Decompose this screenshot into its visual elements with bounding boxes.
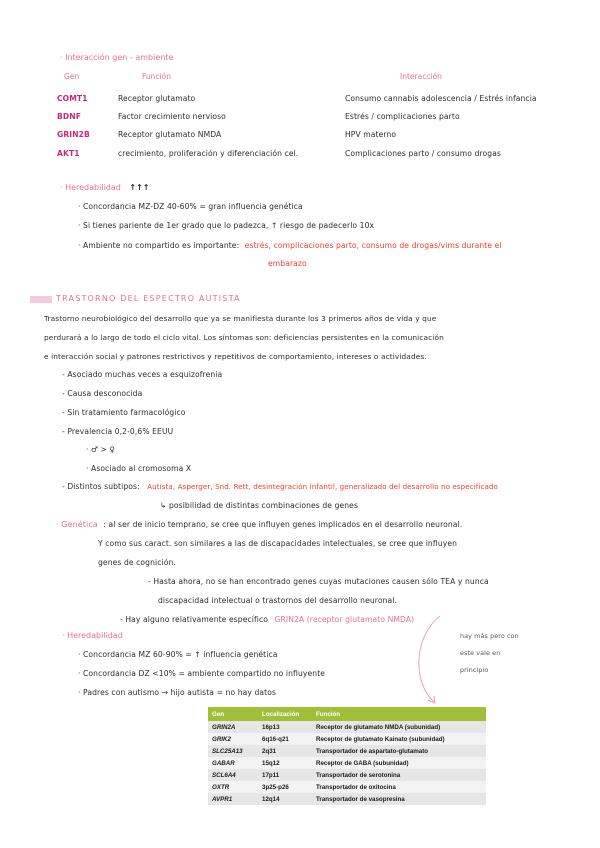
section-title-interaccion: · Interacción gen - ambiente	[60, 53, 174, 62]
subtipos-label: - Distintos subtipos:	[62, 482, 140, 491]
tea-bullet: - Prevalencia 0,2-0,6% EEUU	[62, 427, 174, 436]
tea-bullet: - Causa desconocida	[62, 389, 143, 398]
hay-line	[120, 615, 414, 624]
locus-cell: 2q31	[258, 745, 312, 757]
subtipos-list: Autista, Asperger, Snd. Rett, desintegración infantil, generalizado del desarrollo no especificado	[147, 482, 498, 491]
hasta-text: - Hasta ahora, no se han encontrado genes cuyas mutaciones causen sólo TEA y nunca	[148, 577, 489, 586]
tea-intro-line: Trastorno neurobiológico del desarrollo que ya se manifiesta durante los 3 primeros años de vida y que	[44, 314, 437, 323]
funcion-cell: Receptor glutamato	[118, 94, 196, 103]
subtipos-line	[62, 482, 498, 491]
genetica-text: Y como sus caract. son similares a las de discapacidades intelectuales, se cree que influyen	[98, 539, 458, 548]
function-cell: Transportador de vasopresina	[312, 793, 486, 805]
table-header-row	[208, 707, 486, 721]
tea-intro-line: e interacción social y patrones restrictivos y repetitivos de comportamiento, intereses o actividades.	[44, 352, 427, 361]
col-header-funcion: Función	[142, 72, 171, 81]
margin-note: hay más pero con	[460, 632, 519, 640]
genetica-text: genes de cognición.	[98, 558, 176, 567]
funcion-cell: crecimiento, proliferación y diferenciación cel.	[118, 149, 299, 158]
function-cell: Transportador de oxitocina	[312, 781, 486, 793]
subtipos-consequence: ↳ posibilidad de distintas combinaciones de genes	[160, 501, 358, 510]
table-row	[208, 793, 486, 805]
locus-cell: 6q16-q21	[258, 733, 312, 745]
locus-cell: 17p11	[258, 769, 312, 781]
hasta-text: discapacidad intelectual o trastornos del desarrollo neuronal.	[158, 596, 397, 605]
gen-cell: COMT1	[57, 94, 88, 103]
tea-bullet: - Sin tratamiento farmacológico	[62, 408, 186, 417]
interaccion-cell: Complicaciones parto / consumo drogas	[345, 149, 502, 158]
curved-arrow-icon	[410, 612, 454, 708]
col-header-interaccion: Interacción	[400, 72, 442, 81]
funcion-cell: Factor crecimiento nervioso	[118, 112, 226, 121]
margin-note: principio	[460, 666, 489, 674]
gene-name-cell: GRIN2A	[208, 721, 258, 733]
heredabilidad-line: · Si tienes pariente de 1er grado que lo padezca, ↑ riesgo de padecerlo 10x	[78, 221, 375, 230]
gene-table	[208, 707, 486, 805]
gen-cell: BDNF	[57, 112, 82, 121]
table-header-funcion: Función	[312, 707, 486, 721]
heredabilidad-label: · Heredabilidad	[60, 183, 121, 192]
gen-cell: AKT1	[57, 149, 80, 158]
table-row	[208, 757, 486, 769]
interaccion-cell: Consumo cannabis adolescencia / Estrés infancia	[345, 94, 537, 103]
ambiente-red-text-cont: embarazo	[268, 259, 307, 268]
function-cell: Transportador de serotonina	[312, 769, 486, 781]
gene-name-cell: AVPR1	[208, 793, 258, 805]
table-row	[208, 769, 486, 781]
tea-subbullet: · ♂ > ♀	[86, 445, 116, 454]
funcion-cell: Receptor glutamato NMDA	[118, 130, 222, 139]
ambiente-text: · Ambiente no compartido es importante:	[78, 241, 240, 250]
locus-cell: 12q14	[258, 793, 312, 805]
heredabilidad-title	[60, 183, 150, 192]
tea-intro-line: perdurará a lo largo de todo el ciclo vital. Los síntomas son: deficiencias persistentes en la comunicación	[44, 333, 444, 342]
heredabilidad2-line: · Concordancia DZ <10% = ambiente compartido no influyente	[78, 669, 326, 678]
table-row	[208, 781, 486, 793]
interaccion-cell: Estrés / complicaciones parto	[345, 112, 460, 121]
genetica-text: : al ser de inicio temprano, se cree que influyen genes implicados en el desarrollo neuronal.	[103, 520, 463, 529]
heredabilidad-line: · Concordancia MZ-DZ 40-60% = gran influencia genética	[78, 202, 303, 211]
gene-name-cell: GABAR	[208, 757, 258, 769]
locus-cell: 15q12	[258, 757, 312, 769]
heredabilidad-line	[78, 241, 502, 250]
function-cell: Transportador de aspartato-glutamato	[312, 745, 486, 757]
grin2a-highlight: GRIN2A (receptor glutamato NMDA)	[274, 615, 415, 624]
margin-note: este vale en	[460, 649, 501, 657]
ambiente-red-text: estrés, complicaciones parto, consumo de drogas/vims durante el	[244, 241, 502, 250]
gene-name-cell: OXTR	[208, 781, 258, 793]
table-row	[208, 745, 486, 757]
interaccion-cell: HPV materno	[345, 130, 397, 139]
up-arrows: ↑↑↑	[129, 183, 150, 192]
gene-name-cell: SLC25A13	[208, 745, 258, 757]
tea-subbullet: · Asociado al cromosoma X	[86, 464, 192, 473]
heredabilidad2-line: · Concordancia MZ 60-90% = ↑ influencia genética	[78, 650, 278, 659]
gene-name-cell: SCL6A4	[208, 769, 258, 781]
tea-bullet: - Asociado muchas veces a esquizofrenia	[62, 370, 223, 379]
function-cell: Receptor de glutamato NMDA (subunidad)	[312, 721, 486, 733]
gen-cell: GRIN2B	[57, 130, 90, 139]
table-header-gen: Gen	[208, 707, 258, 721]
genetica-label: · Genética	[56, 520, 98, 529]
locus-cell: 16p13	[258, 721, 312, 733]
locus-cell: 3p25-p26	[258, 781, 312, 793]
function-cell: Receptor de glutamato Kainato (subunidad)	[312, 733, 486, 745]
heredabilidad2-title: · Heredabilidad	[62, 631, 123, 640]
col-header-gen: Gen	[64, 72, 80, 81]
table-row	[208, 721, 486, 733]
gene-name-cell: GRIK2	[208, 733, 258, 745]
title-highlight	[30, 296, 52, 303]
genetica-line	[56, 520, 462, 529]
table-header-localizacion: Localización	[258, 707, 312, 721]
table-row	[208, 733, 486, 745]
function-cell: Receptor de GABA (subunidad)	[312, 757, 486, 769]
hay-text: - Hay alguno relativamente específico	[120, 615, 268, 624]
tea-title: TRASTORNO DEL ESPECTRO AUTISTA	[56, 294, 241, 303]
heredabilidad2-line: · Padres con autismo → hijo autista = no hay datos	[78, 688, 277, 697]
